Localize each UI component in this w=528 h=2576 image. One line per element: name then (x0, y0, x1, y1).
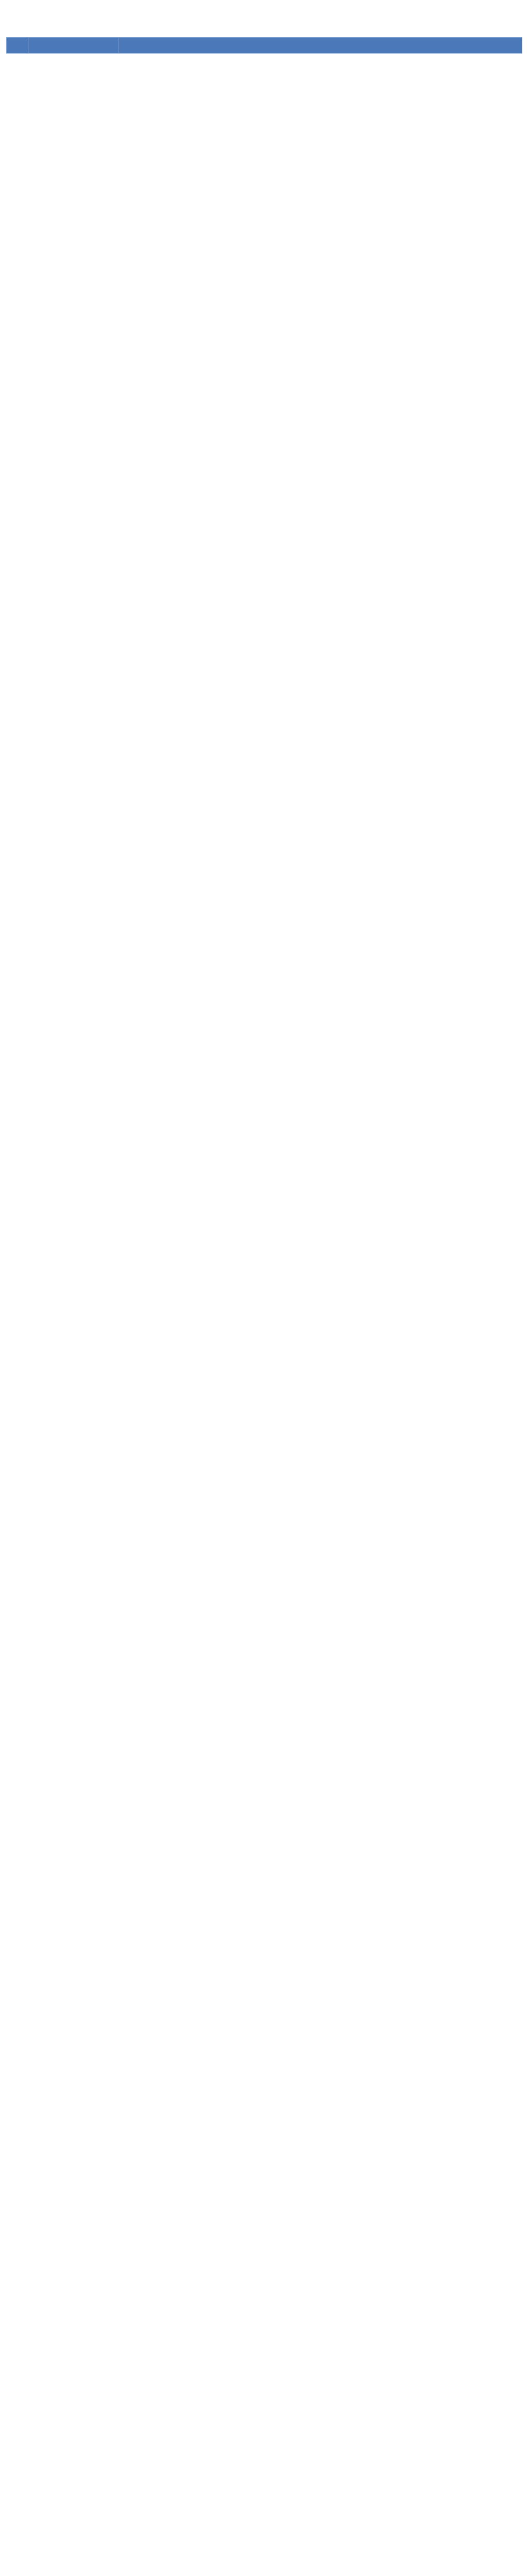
document-page (6, 5, 522, 54)
header-school-name (28, 38, 119, 54)
header-service-scope (119, 38, 522, 54)
header-serial-no (7, 38, 28, 54)
enrollment-zone-table (6, 37, 522, 54)
table-header-row (7, 38, 522, 54)
table-header (7, 38, 522, 54)
document-title (6, 5, 522, 35)
